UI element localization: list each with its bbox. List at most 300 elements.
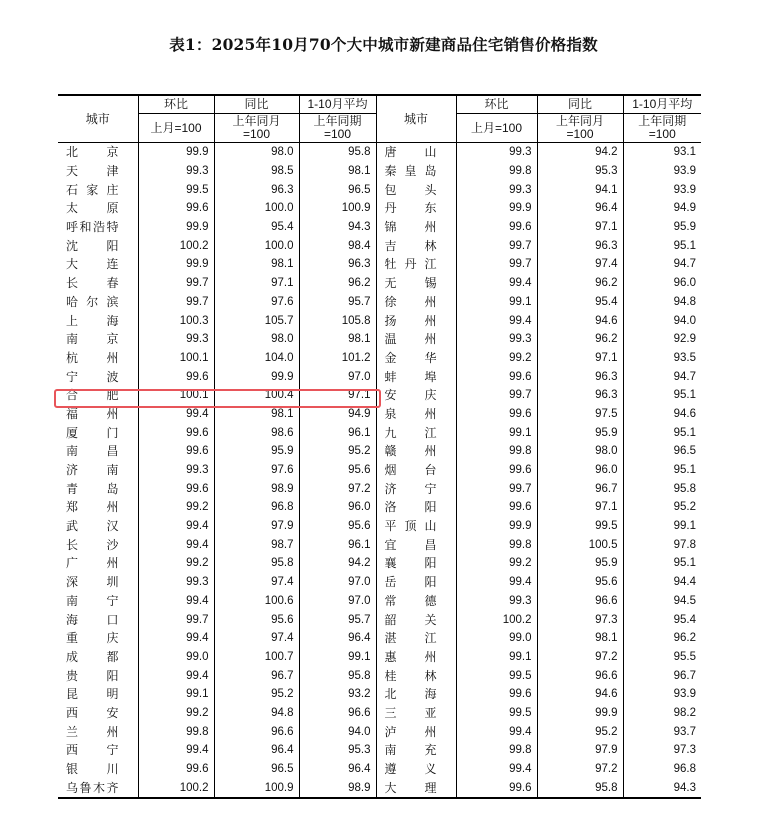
yoy-cell: 98.1 — [214, 405, 299, 424]
yoy-cell: 96.6 — [537, 592, 623, 611]
yoy-cell: 97.6 — [214, 461, 299, 480]
table-row — [58, 162, 701, 181]
mom-cell: 99.3 — [456, 180, 537, 199]
avg-cell: 95.6 — [299, 461, 376, 480]
table-row — [58, 666, 701, 685]
table-row — [58, 778, 701, 798]
avg-cell: 95.1 — [623, 386, 701, 405]
table-row — [58, 330, 701, 349]
yoy-cell: 94.8 — [214, 704, 299, 723]
yoy-cell: 98.1 — [214, 255, 299, 274]
city-cell: 南昌 — [66, 444, 119, 459]
mom-cell: 99.8 — [138, 722, 214, 741]
city-cell: 岳阳 — [376, 573, 456, 592]
city-cell: 上海 — [66, 313, 119, 328]
mom-cell: 99.7 — [456, 236, 537, 255]
yoy-cell: 94.1 — [537, 180, 623, 199]
city-cell: 惠州 — [376, 648, 456, 667]
avg-cell: 96.2 — [623, 629, 701, 648]
avg-cell: 93.1 — [623, 143, 701, 162]
yoy-cell: 100.4 — [214, 386, 299, 405]
avg-cell: 99.1 — [299, 648, 376, 667]
city-cell: 丹东 — [376, 199, 456, 218]
table-row — [58, 199, 701, 218]
city-cell: 青岛 — [66, 481, 119, 496]
mom-cell: 99.9 — [456, 517, 537, 536]
city-cell: 秦皇岛 — [376, 162, 456, 181]
city-cell: 银川 — [66, 762, 119, 777]
avg-cell: 105.8 — [299, 311, 376, 330]
city-cell: 成都 — [66, 649, 119, 664]
yoy-cell: 96.5 — [214, 760, 299, 779]
city-cell: 南宁 — [66, 593, 119, 608]
avg-cell: 96.5 — [623, 442, 701, 461]
table-row — [58, 629, 701, 648]
mom-cell: 99.4 — [138, 517, 214, 536]
price-index-table — [58, 94, 701, 799]
avg-cell: 95.8 — [299, 143, 376, 162]
city-cell: 宜昌 — [376, 535, 456, 554]
avg-cell: 99.1 — [623, 517, 701, 536]
city-cell: 贵阳 — [66, 668, 119, 683]
yoy-cell: 100.7 — [214, 648, 299, 667]
avg-cell: 93.9 — [623, 162, 701, 181]
table-row — [58, 685, 701, 704]
city-cell: 九江 — [376, 423, 456, 442]
avg-cell: 94.6 — [623, 405, 701, 424]
table-row — [58, 236, 701, 255]
mom-cell: 99.4 — [138, 741, 214, 760]
table-row — [58, 517, 701, 536]
yoy-cell: 95.9 — [537, 554, 623, 573]
yoy-cell: 95.6 — [537, 573, 623, 592]
table-row — [58, 461, 701, 480]
mom-cell: 99.8 — [456, 442, 537, 461]
avg-cell: 95.5 — [623, 648, 701, 667]
mom-cell: 99.4 — [456, 760, 537, 779]
mom-cell: 99.7 — [456, 386, 537, 405]
yoy-cell: 97.1 — [537, 498, 623, 517]
yoy-cell: 94.2 — [537, 143, 623, 162]
mom-cell: 100.3 — [138, 311, 214, 330]
yoy-cell: 96.6 — [537, 666, 623, 685]
yoy-cell: 104.0 — [214, 349, 299, 368]
avg-cell: 96.0 — [623, 274, 701, 293]
mom-cell: 99.5 — [456, 666, 537, 685]
yoy-cell: 95.2 — [214, 685, 299, 704]
mom-header-right: 环比 — [456, 95, 537, 114]
avg-cell: 96.2 — [299, 274, 376, 293]
city-cell: 泉州 — [376, 405, 456, 424]
avg-cell: 95.1 — [623, 554, 701, 573]
city-cell: 哈尔滨 — [66, 294, 119, 309]
table-row — [58, 255, 701, 274]
yoy-base-text: 上年同月 =100 — [232, 114, 281, 141]
yoy-cell: 96.3 — [537, 236, 623, 255]
yoy-cell: 98.0 — [537, 442, 623, 461]
mom-cell: 99.4 — [138, 666, 214, 685]
yoy-base-left — [214, 114, 299, 143]
avg-cell: 95.2 — [623, 498, 701, 517]
mom-cell: 99.6 — [456, 498, 537, 517]
avg-cell: 97.2 — [299, 479, 376, 498]
table-row — [58, 592, 701, 611]
table-row — [58, 554, 701, 573]
mom-cell: 99.2 — [456, 349, 537, 368]
yoy-cell: 100.9 — [214, 778, 299, 798]
yoy-cell: 100.6 — [214, 592, 299, 611]
city-cell: 温州 — [376, 330, 456, 349]
city-cell: 韶关 — [376, 610, 456, 629]
city-cell: 泸州 — [376, 722, 456, 741]
table-title: 表1：2025年10月70个大中城市新建商品住宅销售价格指数 — [169, 35, 598, 54]
mom-base-left: 上月=100 — [138, 114, 214, 143]
yoy-cell: 99.9 — [214, 367, 299, 386]
city-cell: 锦州 — [376, 218, 456, 237]
table-row — [58, 704, 701, 723]
yoy-cell: 97.9 — [214, 517, 299, 536]
avg-cell: 94.7 — [623, 255, 701, 274]
city-cell: 杭州 — [66, 350, 119, 365]
mom-cell: 99.7 — [138, 610, 214, 629]
yoy-cell: 98.0 — [214, 330, 299, 349]
avg-cell: 96.7 — [623, 666, 701, 685]
mom-cell: 99.4 — [456, 722, 537, 741]
city-cell: 呼和浩特 — [66, 220, 119, 235]
city-cell: 金华 — [376, 349, 456, 368]
city-cell: 沈阳 — [66, 238, 119, 253]
yoy-cell: 96.4 — [537, 199, 623, 218]
yoy-cell: 95.4 — [214, 218, 299, 237]
avg-cell: 93.9 — [623, 180, 701, 199]
avg-cell: 96.3 — [299, 255, 376, 274]
city-cell: 济宁 — [376, 479, 456, 498]
mom-cell: 99.1 — [456, 423, 537, 442]
table-row — [58, 760, 701, 779]
avg-cell: 96.4 — [299, 760, 376, 779]
avg-cell: 97.0 — [299, 592, 376, 611]
mom-cell: 99.4 — [456, 573, 537, 592]
table-row — [58, 722, 701, 741]
city-cell: 牡丹江 — [376, 255, 456, 274]
table-row — [58, 442, 701, 461]
mom-cell: 99.2 — [138, 554, 214, 573]
mom-cell: 100.2 — [138, 778, 214, 798]
table-row — [58, 218, 701, 237]
avg-base-text: 上年同期 =100 — [638, 114, 687, 141]
avg-cell: 93.2 — [299, 685, 376, 704]
yoy-base-text: 上年同月 =100 — [555, 114, 604, 141]
yoy-cell: 98.1 — [537, 629, 623, 648]
avg-cell: 94.3 — [623, 778, 701, 798]
avg-cell: 94.4 — [623, 573, 701, 592]
city-cell: 南京 — [66, 332, 119, 347]
mom-cell: 99.6 — [456, 218, 537, 237]
yoy-header-left: 同比 — [214, 95, 299, 114]
city-cell: 平顶山 — [376, 517, 456, 536]
avg-cell: 96.1 — [299, 535, 376, 554]
avg-cell: 95.8 — [623, 479, 701, 498]
avg-cell: 98.1 — [299, 162, 376, 181]
city-cell: 徐州 — [376, 293, 456, 312]
avg-cell: 94.9 — [623, 199, 701, 218]
yoy-cell: 94.6 — [537, 311, 623, 330]
mom-cell: 99.7 — [138, 293, 214, 312]
yoy-cell: 100.5 — [537, 535, 623, 554]
city-cell: 福州 — [66, 406, 119, 421]
city-cell: 南充 — [376, 741, 456, 760]
yoy-cell: 96.0 — [537, 461, 623, 480]
city-cell: 厦门 — [66, 425, 119, 440]
yoy-cell: 99.5 — [537, 517, 623, 536]
avg-cell: 97.0 — [299, 573, 376, 592]
yoy-cell: 95.9 — [214, 442, 299, 461]
mom-cell: 99.7 — [456, 479, 537, 498]
mom-cell: 99.9 — [138, 255, 214, 274]
city-cell: 重庆 — [66, 631, 119, 646]
yoy-cell: 98.5 — [214, 162, 299, 181]
city-cell: 天津 — [66, 164, 119, 179]
avg-cell: 94.0 — [299, 722, 376, 741]
avg-cell: 94.0 — [623, 311, 701, 330]
table-row — [58, 293, 701, 312]
avg-cell: 94.9 — [299, 405, 376, 424]
city-cell: 太原 — [66, 201, 119, 216]
avg-cell: 101.2 — [299, 349, 376, 368]
yoy-cell: 100.0 — [214, 236, 299, 255]
mom-cell: 99.3 — [456, 592, 537, 611]
city-cell: 扬州 — [376, 311, 456, 330]
mom-cell: 99.3 — [456, 143, 537, 162]
avg-header-right: 1-10月平均 — [623, 95, 701, 114]
mom-cell: 99.2 — [138, 498, 214, 517]
yoy-cell: 97.2 — [537, 760, 623, 779]
avg-cell: 95.1 — [623, 461, 701, 480]
mom-cell: 99.6 — [138, 367, 214, 386]
mom-cell: 99.6 — [456, 778, 537, 798]
city-cell: 北京 — [66, 145, 119, 160]
city-cell: 洛阳 — [376, 498, 456, 517]
mom-cell: 100.2 — [138, 236, 214, 255]
mom-cell: 99.6 — [138, 760, 214, 779]
table-row — [58, 610, 701, 629]
yoy-cell: 97.1 — [214, 274, 299, 293]
yoy-cell: 96.3 — [537, 367, 623, 386]
mom-cell: 99.5 — [138, 180, 214, 199]
mom-cell: 99.7 — [138, 274, 214, 293]
yoy-cell: 100.0 — [214, 199, 299, 218]
city-cell: 安庆 — [376, 386, 456, 405]
avg-cell: 96.0 — [299, 498, 376, 517]
table-row — [58, 311, 701, 330]
avg-cell: 96.1 — [299, 423, 376, 442]
yoy-cell: 95.4 — [537, 293, 623, 312]
city-cell: 蚌埠 — [376, 367, 456, 386]
city-cell: 昆明 — [66, 687, 119, 702]
avg-cell: 93.7 — [623, 722, 701, 741]
city-cell: 无锡 — [376, 274, 456, 293]
mom-cell: 99.3 — [138, 330, 214, 349]
yoy-cell: 97.2 — [537, 648, 623, 667]
avg-cell: 95.1 — [623, 236, 701, 255]
table-row — [58, 573, 701, 592]
yoy-cell: 99.9 — [537, 704, 623, 723]
avg-base-left — [299, 114, 376, 143]
yoy-cell: 95.2 — [537, 722, 623, 741]
city-cell: 乌鲁木齐 — [66, 780, 119, 795]
yoy-cell: 95.6 — [214, 610, 299, 629]
mom-cell: 99.1 — [456, 293, 537, 312]
table-row — [58, 180, 701, 199]
yoy-cell: 98.7 — [214, 535, 299, 554]
mom-cell: 99.0 — [138, 648, 214, 667]
table-row — [58, 479, 701, 498]
yoy-cell: 97.9 — [537, 741, 623, 760]
mom-cell: 99.4 — [138, 629, 214, 648]
city-cell: 兰州 — [66, 724, 119, 739]
mom-cell: 99.4 — [456, 274, 537, 293]
avg-base-text: 上年同期 =100 — [313, 114, 362, 141]
table-body — [58, 143, 701, 799]
yoy-cell: 96.3 — [537, 386, 623, 405]
yoy-cell: 94.6 — [537, 685, 623, 704]
city-column-header-right: 城市 — [376, 95, 456, 143]
city-cell: 西宁 — [66, 743, 119, 758]
avg-cell: 95.4 — [623, 610, 701, 629]
city-cell: 济南 — [66, 463, 119, 478]
mom-cell: 99.4 — [138, 405, 214, 424]
city-cell: 湛江 — [376, 629, 456, 648]
yoy-cell: 96.7 — [537, 479, 623, 498]
mom-cell: 99.9 — [456, 199, 537, 218]
city-cell: 遵义 — [376, 760, 456, 779]
mom-cell: 99.8 — [456, 535, 537, 554]
yoy-cell: 97.4 — [537, 255, 623, 274]
table-row — [58, 349, 701, 368]
avg-cell: 95.3 — [299, 741, 376, 760]
mom-cell: 99.6 — [456, 685, 537, 704]
yoy-cell: 97.3 — [537, 610, 623, 629]
yoy-cell: 97.4 — [214, 573, 299, 592]
mom-cell: 99.2 — [138, 704, 214, 723]
mom-cell: 99.9 — [138, 143, 214, 162]
yoy-cell: 96.3 — [214, 180, 299, 199]
table-row — [58, 741, 701, 760]
mom-base-right: 上月=100 — [456, 114, 537, 143]
mom-cell: 99.5 — [456, 704, 537, 723]
city-cell: 西安 — [66, 705, 119, 720]
mom-cell: 99.4 — [138, 535, 214, 554]
avg-cell: 97.8 — [623, 535, 701, 554]
city-cell: 北海 — [376, 685, 456, 704]
table-row — [58, 648, 701, 667]
mom-cell: 99.1 — [456, 648, 537, 667]
avg-cell: 95.2 — [299, 442, 376, 461]
mom-cell: 99.4 — [456, 311, 537, 330]
avg-cell: 96.4 — [299, 629, 376, 648]
avg-cell: 96.6 — [299, 704, 376, 723]
avg-cell: 92.9 — [623, 330, 701, 349]
mom-cell: 99.9 — [138, 218, 214, 237]
city-cell: 郑州 — [66, 500, 119, 515]
yoy-cell: 97.1 — [537, 218, 623, 237]
avg-cell: 94.7 — [623, 367, 701, 386]
mom-header-left: 环比 — [138, 95, 214, 114]
yoy-cell: 97.5 — [537, 405, 623, 424]
mom-cell: 99.3 — [456, 330, 537, 349]
avg-cell: 98.4 — [299, 236, 376, 255]
yoy-cell: 95.3 — [537, 162, 623, 181]
city-cell: 合肥 — [66, 388, 119, 403]
city-cell: 烟台 — [376, 461, 456, 480]
avg-cell: 94.2 — [299, 554, 376, 573]
avg-cell: 98.1 — [299, 330, 376, 349]
avg-cell: 94.3 — [299, 218, 376, 237]
mom-cell: 99.2 — [456, 554, 537, 573]
mom-cell: 100.2 — [456, 610, 537, 629]
avg-cell: 95.1 — [623, 423, 701, 442]
table-row — [58, 367, 701, 386]
city-cell: 武汉 — [66, 519, 119, 534]
mom-cell: 99.1 — [138, 685, 214, 704]
city-cell: 长沙 — [66, 537, 119, 552]
avg-cell: 98.2 — [623, 704, 701, 723]
yoy-base-right — [537, 114, 623, 143]
city-cell: 常德 — [376, 592, 456, 611]
city-cell: 大连 — [66, 257, 119, 272]
mom-cell: 99.6 — [138, 423, 214, 442]
mom-cell: 99.0 — [456, 629, 537, 648]
mom-cell: 100.1 — [138, 386, 214, 405]
city-cell: 广州 — [66, 556, 119, 571]
avg-base-right — [623, 114, 701, 143]
yoy-cell: 96.2 — [537, 274, 623, 293]
city-cell: 桂林 — [376, 666, 456, 685]
avg-cell: 97.1 — [299, 386, 376, 405]
yoy-cell: 96.7 — [214, 666, 299, 685]
yoy-cell: 97.4 — [214, 629, 299, 648]
yoy-cell: 105.7 — [214, 311, 299, 330]
mom-cell: 99.6 — [456, 405, 537, 424]
yoy-cell: 95.8 — [214, 554, 299, 573]
mom-cell: 99.4 — [138, 592, 214, 611]
mom-cell: 99.7 — [456, 255, 537, 274]
table-row — [58, 535, 701, 554]
mom-cell: 99.6 — [456, 367, 537, 386]
table-row — [58, 143, 701, 162]
city-cell: 唐山 — [376, 143, 456, 162]
avg-cell: 93.9 — [623, 685, 701, 704]
mom-cell: 99.6 — [456, 461, 537, 480]
city-cell: 襄阳 — [376, 554, 456, 573]
mom-cell: 100.1 — [138, 349, 214, 368]
avg-cell: 98.9 — [299, 778, 376, 798]
table-row — [58, 423, 701, 442]
highlight-box — [54, 389, 381, 408]
avg-cell: 95.7 — [299, 293, 376, 312]
avg-header-left: 1-10月平均 — [299, 95, 376, 114]
avg-cell: 95.9 — [623, 218, 701, 237]
avg-cell: 97.0 — [299, 367, 376, 386]
mom-cell: 99.8 — [456, 162, 537, 181]
avg-cell: 97.3 — [623, 741, 701, 760]
yoy-cell: 95.8 — [537, 778, 623, 798]
yoy-cell: 96.8 — [214, 498, 299, 517]
city-cell: 赣州 — [376, 442, 456, 461]
city-cell: 宁波 — [66, 369, 119, 384]
avg-cell: 100.9 — [299, 199, 376, 218]
table-row — [58, 274, 701, 293]
